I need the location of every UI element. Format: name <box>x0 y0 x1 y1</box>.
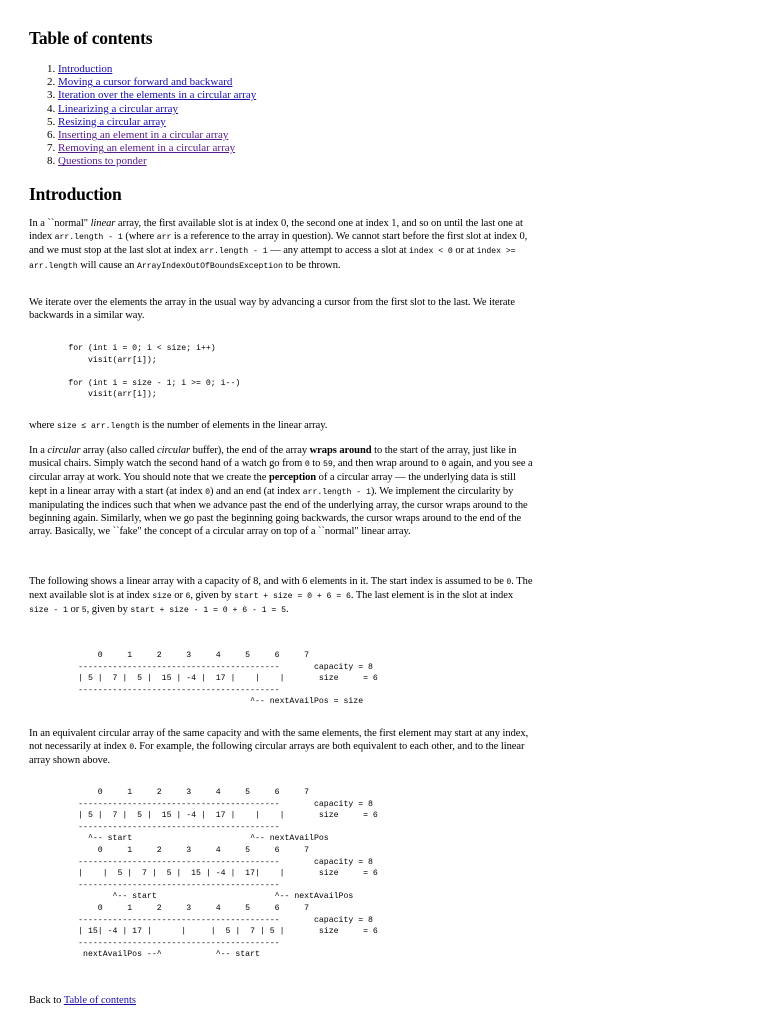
emphasis-text: circular <box>47 445 81 456</box>
inline-code: index >= arr.length <box>29 247 516 271</box>
code-block-loops: for (int i = 0; i < size; i++) visit(arr[i]); for (int i = size - 1; i >= 0; i--) visit(arr[i]); <box>68 344 241 400</box>
inline-code: 0 <box>506 578 512 587</box>
paragraph-circular-array: In a circular array (also called circular buffer), the end of the array wraps around to the start of the array, just like in musical chairs. Simply watch the second hand of a watch go from 0 to 59, and then wrap around to 0 again, and you see a circular array at work. You should note that we create the perception of a circular array — the underlying data is still kept in a linear array with a start (at index 0) and an end (at index arr.length - 1). We implement the circularity by manipulating the indices such that when we advance past the end of the underlying array, the cursor wraps around to the beginning again. Similarly, when we go past the beginning going backwards, the cursor wraps around to the end of the array. Basically, we ``fake" the concept of a circular array on top of a ``normal" linear array. <box>29 445 533 538</box>
emphasis-text: linear <box>90 218 116 229</box>
toc-item <box>58 63 256 76</box>
inline-code: ArrayIndexOutOfBoundsException <box>136 261 283 271</box>
diagram-linear-array: 0 1 2 3 4 5 6 7 ----------------------------------------- capacity = 8 | 5 | 7 | 5 | 15 | -4 | 17 | | | size = 6 ----------------------------------------- ^-- nextAvailPos = size <box>78 651 378 707</box>
toc-link[interactable]: Introduction <box>58 63 113 75</box>
inline-code: arr.length - 1 <box>54 233 123 243</box>
inline-code: size - 1 <box>29 606 68 616</box>
inline-code: size <box>152 592 172 602</box>
inline-code: start + size = 0 + 6 = 6 <box>234 592 351 602</box>
toc-item <box>58 103 256 116</box>
toc-item <box>58 129 256 142</box>
inline-code: 0 <box>304 460 310 470</box>
toc-item <box>58 116 256 129</box>
paragraph-linear-example: The following shows a linear array with a capacity of 8, and with 6 elements in it. The start index is assumed to be 0. The next available slot is at index size or 6, given by start + size = 0 + 6 = 6. The last element is in the slot at index size - 1 or 5, given by start + size - 1 = 0 + 6 - 1 = 5. <box>29 576 533 616</box>
inline-code: arr.length - 1 <box>199 247 268 257</box>
toc-item <box>58 89 256 102</box>
inline-code: start + size - 1 = 0 + 6 - 1 = 5 <box>130 606 287 616</box>
emphasis-text: circular <box>157 445 191 456</box>
paragraph-iterate: We iterate over the elements the array in the usual way by advancing a cursor from the first slot to the last. We iterate backwards in a similar way. <box>29 297 515 322</box>
inline-code: size ≤ arr.length <box>56 422 140 431</box>
inline-code: 6 <box>185 592 191 602</box>
back-to-toc-link[interactable]: Table of contents <box>63 995 136 1006</box>
toc-link[interactable]: Iteration over the elements in a circular array <box>58 89 257 102</box>
toc-link[interactable]: Questions to ponder <box>58 155 147 168</box>
toc-link[interactable]: Inserting an element in a circular array <box>58 129 229 142</box>
paragraph-linear-array: In a ``normal" linear array, the first available slot is at index 0, the second one at index 1, and so on until the last one at index arr.length - 1 (where arr is a reference to the array in question). We cannot start before the first slot at index 0, and we must stop at the last slot at index arr.length - 1 — any attempt to access a slot at index < 0 or at index >= arr.length will cause an ArrayIndexOutOfBoundsException to be thrown. <box>29 218 528 271</box>
inline-code: 59 <box>322 460 333 470</box>
toc-link[interactable]: Linearizing a circular array <box>58 102 179 115</box>
back-to-toc <box>29 995 136 1006</box>
inline-code: arr <box>156 233 172 243</box>
inline-code: 0 <box>205 487 211 497</box>
back-prefix: Back to <box>29 995 64 1006</box>
paragraph-size-definition: where size ≤ arr.length is the number of elements in the linear array. <box>29 420 328 431</box>
toc-heading: Table of contents <box>29 28 153 48</box>
toc-item <box>58 142 256 155</box>
bold-text: perception <box>268 472 317 484</box>
inline-code: 0 <box>441 460 447 470</box>
toc-link[interactable]: Resizing a circular array <box>58 115 166 128</box>
toc-item <box>58 155 256 168</box>
paragraph-circular-example: In an equivalent circular array of the same capacity and with the same elements, the first element may start at any index, not necessarily at index 0. For example, the following circular arrays are both equivalent to each other, and to the linear array shown above. <box>29 728 529 767</box>
inline-code: 0 <box>129 743 135 753</box>
toc-link[interactable]: Moving a cursor forward and backward <box>58 76 233 89</box>
bold-text: wraps around <box>309 445 372 456</box>
diagram-circular-arrays: 0 1 2 3 4 5 6 7 ----------------------------------------- capacity = 8 | 5 | 7 | 5 | 15 | -4 | 17 | | | size = 6 ----------------------------------------- ^-- start ^-- nextAvailPos 0 1 2 3 4 5 6 7 ----------------------------------------- capacity = 8 | | 5 | 7 | 5 | 15 | -4 | 17| | size = 6 ----------------------------------------- ^-- start ^-- nextAvailPos 0 1 2 3 4 5 6 7 ----------------------------------------- capacity = 8 | 15| -4 | 17 | | | 5 | 7 | 5 | size = 6 ----------------------------------------- nextAvailPos --^ ^-- start <box>78 788 378 960</box>
toc-link[interactable]: Removing an element in a circular array <box>58 142 236 155</box>
inline-code: arr.length - 1 <box>302 487 371 497</box>
inline-code: 5 <box>81 606 87 616</box>
toc-list <box>29 63 256 169</box>
section-heading-introduction: Introduction <box>29 184 122 204</box>
toc-item <box>58 76 256 89</box>
inline-code: index < 0 <box>409 247 453 257</box>
